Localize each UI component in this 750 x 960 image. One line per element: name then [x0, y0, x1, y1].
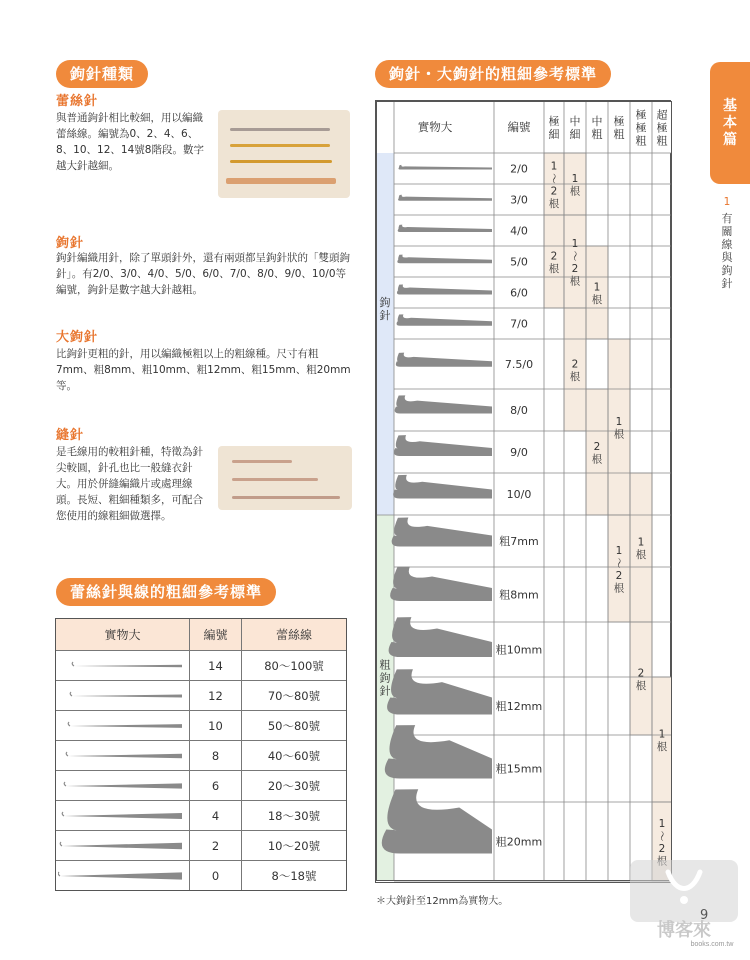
svg-text:根: 根: [635, 680, 647, 692]
hook-size-label: 3/0: [510, 193, 528, 207]
header-actual-size: 實物大: [56, 619, 190, 650]
svg-text:2: 2: [658, 843, 666, 855]
yarn-needle-title: 縫針: [56, 428, 85, 443]
hook-size-label: 粗12mm: [495, 700, 543, 713]
lace-hook-number: 14: [190, 651, 242, 680]
lace-hook-number: 4: [190, 801, 242, 830]
svg-text:粗: 粗: [656, 134, 668, 148]
hook-size-label: 5/0: [510, 255, 528, 269]
svg-text:1: 1: [571, 238, 579, 250]
hook-illustration: [397, 255, 492, 264]
hook-size-label: 粗15mm: [495, 762, 543, 776]
svg-text:1: 1: [637, 536, 645, 549]
header-weight: [592, 114, 603, 141]
lace-hook-photo: [218, 110, 350, 198]
svg-text:根: 根: [548, 198, 560, 210]
hook-size-label: 粗7mm: [499, 535, 539, 548]
hook-size-label: 粗20mm: [495, 835, 543, 849]
svg-text:根: 根: [613, 582, 625, 595]
lace-hook-illustration: [56, 711, 190, 740]
svg-text:粗: 粗: [379, 658, 391, 672]
svg-text:中: 中: [569, 115, 581, 128]
lace-hook-title: 蕾絲針: [56, 94, 99, 109]
svg-text:〜: 〜: [547, 173, 560, 184]
svg-text:粗: 粗: [591, 128, 603, 141]
lace-table-row: [56, 650, 346, 680]
svg-text:1: 1: [571, 173, 579, 185]
svg-text:根: 根: [569, 185, 581, 198]
lace-thread-size: 80〜100號: [264, 658, 324, 673]
hook-size-label: 4/0: [510, 224, 528, 238]
hook-size-label: 6/0: [510, 286, 528, 300]
chapter-label: 有 關 線 與 鉤 針: [721, 212, 733, 290]
section-title-hook-types: 鉤針種類: [56, 60, 148, 88]
lace-thread-size: 8〜18號: [271, 868, 317, 883]
lace-hook-number: 2: [190, 831, 242, 860]
hook-illustration: [389, 617, 492, 657]
svg-text:1: 1: [658, 818, 666, 830]
hook-size-label: 7/0: [510, 317, 528, 331]
jumbo-hook-title: 大鉤針: [56, 330, 99, 345]
header-number: 編號: [507, 120, 531, 134]
lace-hook-illustration: [56, 801, 190, 830]
hook-illustration: [398, 225, 492, 232]
svg-text:根: 根: [569, 371, 581, 383]
recommended-band: [564, 215, 586, 308]
hook-size-label: 9/0: [510, 446, 528, 459]
svg-text:鉤: 鉤: [379, 671, 391, 685]
bookstore-watermark-logo: [628, 858, 740, 948]
svg-text:根: 根: [548, 263, 560, 275]
jumbo-hook-text: 比鉤針更粗的針，用以編織極粗以上的粗線種。尺寸有粗7mm、粗8mm、粗10mm、粗12mm、粗15mm、粗20mm等。: [56, 348, 351, 392]
hook-table-grid: [376, 101, 672, 884]
svg-text:中: 中: [591, 115, 603, 128]
header-weight: [549, 114, 560, 141]
lace-thread-size: 70〜80號: [267, 688, 321, 703]
hook-size-label: 8/0: [510, 404, 528, 417]
header-weight: [657, 108, 668, 148]
svg-text:〜: 〜: [612, 557, 625, 569]
svg-text:粗: 粗: [635, 134, 647, 148]
svg-text:根: 根: [613, 428, 625, 441]
lace-reference-table: [55, 618, 347, 891]
svg-text:細: 細: [569, 128, 581, 141]
lace-thread-size: 20〜30號: [267, 778, 321, 793]
hook-size-label: 7.5/0: [504, 358, 534, 371]
header-number: 編號: [190, 619, 242, 650]
header-weight: [614, 114, 625, 141]
svg-text:根: 根: [591, 294, 603, 306]
svg-text:1: 1: [550, 160, 558, 173]
lace-table-row: [56, 770, 346, 800]
lace-hook-illustration: [56, 861, 190, 890]
hook-illustration: [398, 195, 492, 201]
lace-table-row: [56, 680, 346, 710]
svg-text:2: 2: [550, 185, 558, 198]
lace-hook-illustration: [56, 681, 190, 710]
svg-text:粗: 粗: [613, 128, 625, 141]
svg-text:極: 極: [613, 115, 625, 128]
lace-hook-illustration: [56, 741, 190, 770]
svg-text:根: 根: [656, 741, 668, 753]
svg-text:博客來: 博客來: [657, 920, 711, 940]
hook-illustration: [397, 284, 492, 294]
svg-text:極: 極: [548, 115, 560, 128]
svg-text:鉤: 鉤: [379, 296, 391, 309]
svg-text:1: 1: [615, 416, 623, 428]
group-label-jumbo: [380, 658, 391, 698]
hook-illustration: [392, 517, 492, 546]
lace-hook-number: 6: [190, 771, 242, 800]
page-number: 9: [700, 908, 709, 923]
header-weight: [570, 114, 581, 141]
svg-text:針: 針: [379, 309, 391, 322]
footnote: ＊大鉤針至12mm為實物大。: [376, 896, 509, 907]
svg-text:2: 2: [615, 570, 623, 582]
hook-size-label: 10/0: [506, 488, 532, 501]
lace-hook-number: 8: [190, 741, 242, 770]
svg-text:〜: 〜: [568, 250, 581, 262]
header-weight: [636, 108, 647, 148]
group-bar-hook: [376, 153, 394, 515]
svg-text:細: 細: [548, 128, 560, 141]
lace-thread-size: 50〜80號: [267, 718, 321, 733]
svg-text:2: 2: [550, 250, 558, 263]
lace-table-row: [56, 710, 346, 740]
crochet-hook-title: 鉤針: [56, 236, 85, 251]
header-actual-size: 實物大: [417, 120, 453, 134]
lace-table-title: 蕾絲針與線的粗細參考標準: [56, 578, 276, 606]
lace-hook-text: 與普通鉤針相比較細，用以編織蕾絲線。編號為0、2、4、6、8、10、12、14號8階段。數字越大針越細。: [56, 112, 204, 172]
hook-illustration: [395, 395, 492, 413]
lace-hook-number: 10: [190, 711, 242, 740]
lace-table-header: [56, 619, 346, 650]
lace-hook-illustration: [56, 651, 190, 680]
chapter-tab-label: 基 本 篇: [723, 97, 737, 148]
lace-hook-illustration: [56, 831, 190, 860]
lace-table-row: [56, 740, 346, 770]
hook-illustration: [387, 669, 492, 714]
svg-text:根: 根: [635, 549, 647, 561]
chapter-tab[interactable]: [710, 62, 750, 184]
recommended-band: [608, 515, 630, 622]
hook-size-label: 粗8mm: [499, 588, 539, 602]
svg-text:極: 極: [656, 121, 668, 135]
yarn-needle-text: 是毛線用的較粗針種，特徵為針尖較圓，針孔也比一般縫衣針大。用於併縫編織片或處理線頭。長短、粗細種類多，可配合您使用的線粗細做選擇。: [56, 446, 203, 522]
lace-hook-number: 12: [190, 681, 242, 710]
header-lace-thread: 蕾絲線: [275, 628, 312, 642]
lace-table-row: [56, 860, 346, 890]
svg-text:1: 1: [593, 281, 601, 294]
hook-reference-table: [375, 100, 671, 883]
hook-size-label: 粗10mm: [495, 643, 543, 657]
svg-text:針: 針: [379, 684, 391, 698]
lace-hook-illustration: [56, 771, 190, 800]
svg-text:1: 1: [658, 728, 666, 741]
hook-illustration: [394, 435, 492, 456]
yarn-needle-photo: [218, 446, 352, 510]
group-label-hook: [380, 296, 391, 322]
svg-text:2: 2: [571, 263, 579, 275]
hook-illustration: [385, 725, 492, 778]
svg-text:2: 2: [637, 667, 645, 680]
hook-illustration: [396, 353, 492, 367]
crochet-hook-text: 鉤針編織用針，除了單頭針外，還有兩頭都呈鉤針狀的「雙頭鉤針」。有2/0、3/0、4/0、5/0、6/0、7/0、8/0、9/0、10/0等編號，鉤針是數字越大針越粗。: [56, 252, 350, 296]
lace-thread-size: 18〜30號: [267, 808, 321, 823]
svg-text:2: 2: [571, 358, 579, 371]
hook-size-label: 2/0: [510, 162, 528, 176]
lace-table-row: [56, 830, 346, 860]
lace-table-row: [56, 800, 346, 830]
svg-text:極: 極: [635, 121, 647, 135]
svg-text:1: 1: [615, 545, 623, 557]
svg-text:極: 極: [635, 108, 647, 122]
hook-illustration: [398, 165, 492, 170]
lace-thread-size: 10〜20號: [267, 838, 321, 853]
lace-hook-number: 0: [190, 861, 242, 890]
hook-illustration: [382, 789, 492, 853]
svg-text:根: 根: [569, 275, 581, 288]
svg-text:2: 2: [593, 441, 601, 453]
chapter-number: 1: [723, 196, 731, 208]
svg-text:books.com.tw: books.com.tw: [690, 941, 734, 948]
hook-illustration: [390, 567, 492, 601]
hook-illustration: [393, 475, 492, 499]
hook-table-title: 鉤針・大鉤針的粗細參考標準: [375, 60, 611, 88]
svg-text:〜: 〜: [655, 830, 668, 842]
svg-text:超: 超: [656, 108, 668, 122]
lace-thread-size: 40〜60號: [267, 748, 321, 763]
hook-illustration: [397, 314, 492, 325]
svg-text:根: 根: [591, 453, 603, 466]
